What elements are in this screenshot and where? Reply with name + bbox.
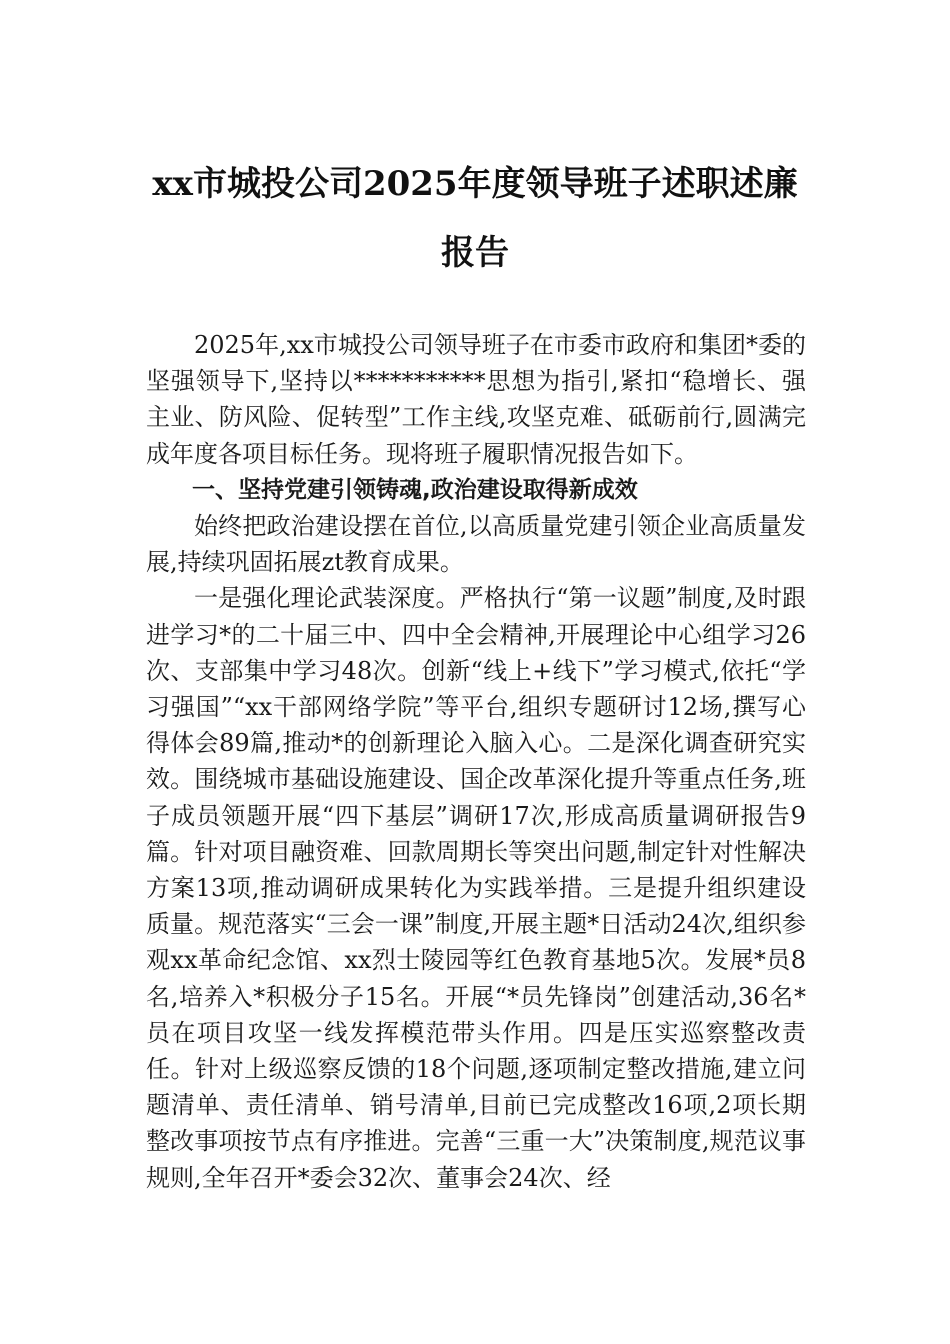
section-lead-paragraph: 始终把政治建设摆在首位,以高质量党建引领企业高质量发展,持续巩固拓展zt教育成果。 [146,512,806,577]
section-heading: 一、坚持党建引领铸魂,政治建设取得新成效 [192,476,638,503]
intro-paragraph: 2025年,xx市城投公司领导班子在市委市政府和集团*委的坚强领导下,坚持以***********思想为指引,紧扣“稳增长、强主业、防风险、促转型”工作主线,攻坚克难、砥砺前行,圆满完成年度各项目标任务。现将班子履职情况报告如下。 [146,331,806,468]
document-body [146,327,806,1196]
document-title-line-2: 报告 [441,233,509,273]
document-title-line-1: xx市城投公司2025年度领导班子述职述廉 [152,164,798,204]
section-detail-paragraph: 一是强化理论武装深度。严格执行“第一议题”制度,及时跟进学习*的二十届三中、四中全会精神,开展理论中心组学习26次、支部集中学习48次。创新“线上+线下”学习模式,依托“学习强国”“xx干部网络学院”等平台,组织专题研讨12场,撰写心得体会89篇,推动*的创新理论入脑入心。二是深化调查研究实效。围绕城市基础设施建设、国企改革深化提升等重点任务,班子成员领题开展“四下基层”调研17次,形成高质量调研报告9篇。针对项目融资难、回款周期长等突出问题,制定针对性解决方案13项,推动调研成果转化为实践举措。三是提升组织建设质量。规范落实“三会一课”制度,开展主题*日活动24次,组织参观xx革命纪念馆、xx烈士陵园等红色教育基地5次。发展*员8名,培养入*积极分子15名。开展“*员先锋岗”创建活动,36名*员在项目攻坚一线发挥模范带头作用。四是压实巡察整改责任。针对上级巡察反馈的18个问题,逐项制定整改措施,建立问题清单、责任清单、销号清单,目前已完成整改16项,2项长期整改事项按节点有序推进。完善“三重一大”决策制度,规范议事规则,全年召开*委会32次、董事会24次、经 [146,584,806,1192]
